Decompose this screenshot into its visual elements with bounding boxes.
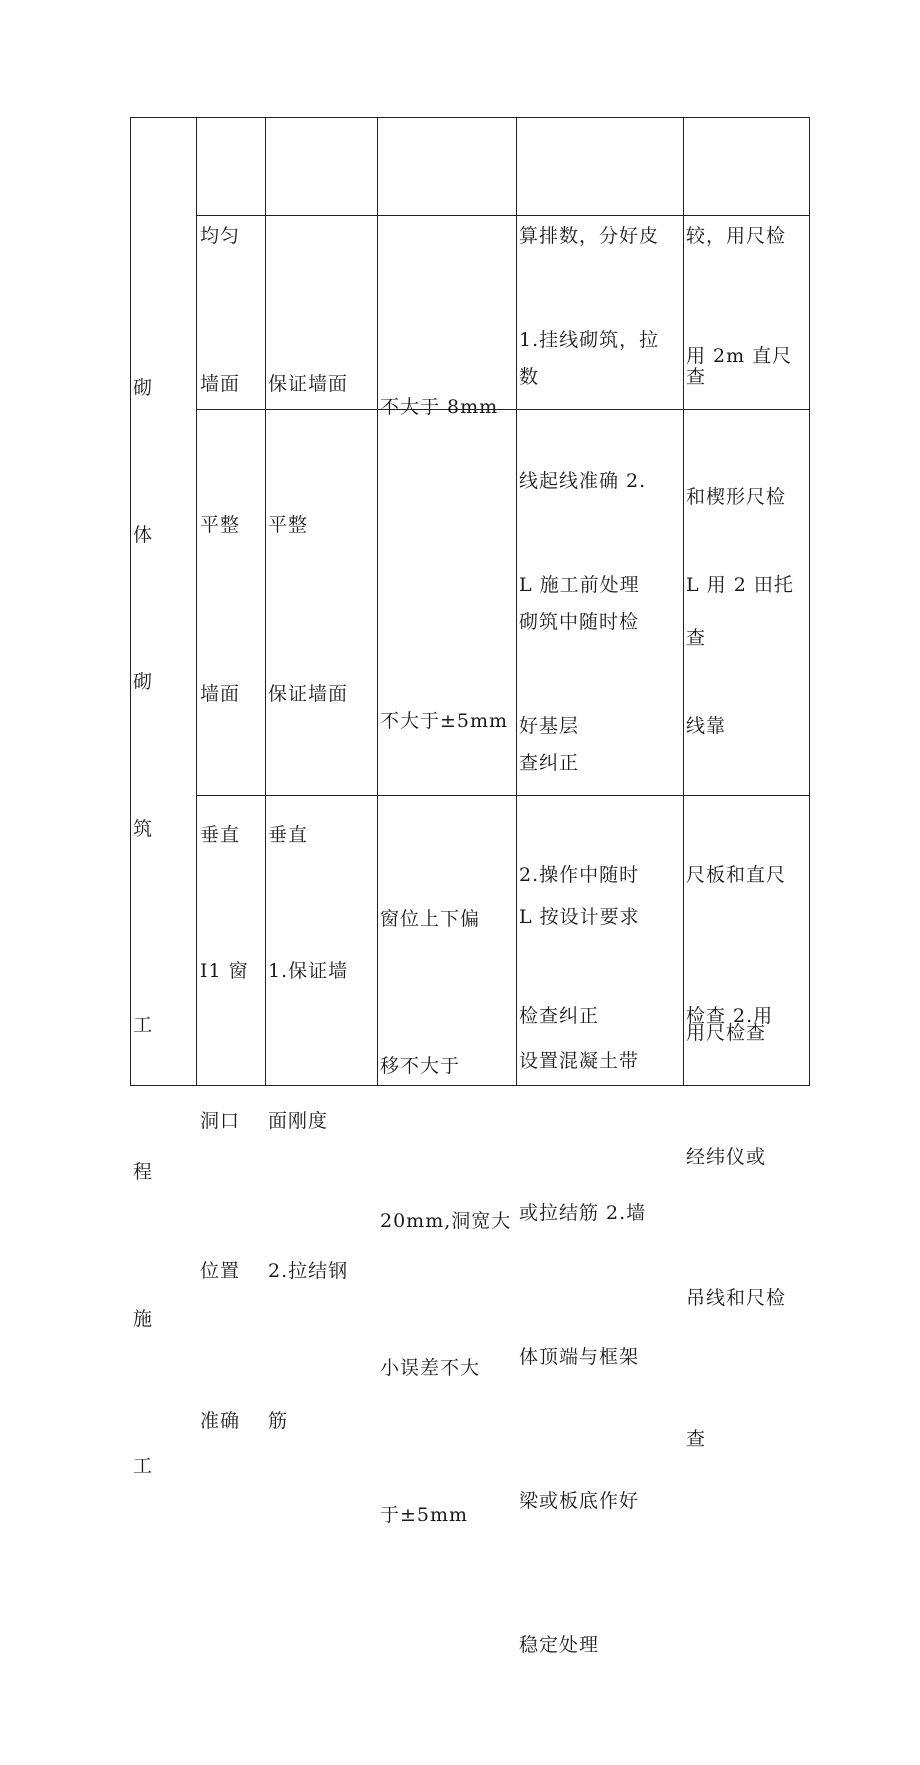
cell-line: 尺板和直尺	[686, 864, 787, 886]
cell-line: 保证墙面	[268, 683, 349, 705]
cell-line: 或拉结筋 2.墙	[519, 1202, 647, 1224]
cell-line: 好基层	[519, 715, 580, 737]
cell-line: 墙面	[200, 373, 241, 395]
cell-line: 1.挂线砌筑，拉	[519, 329, 660, 351]
category-char: 工	[133, 1014, 154, 1036]
cell-line: 1.保证墙	[268, 960, 349, 982]
cell-line: 面刚度	[268, 1110, 329, 1132]
cell-line: 梁或板底作好	[519, 1490, 640, 1512]
cell-line: 算排数，分好皮	[519, 225, 660, 247]
table-border-right	[809, 117, 810, 1086]
cell-line: 垂直	[268, 824, 309, 846]
cell-line: 查	[686, 1428, 707, 1450]
cell-line: 保证墙面	[268, 373, 349, 395]
cell-line: 查纠正	[519, 752, 580, 774]
cell-line: 吊线和尺检	[686, 1287, 787, 1309]
cell-line: 准确	[200, 1410, 241, 1432]
cell-line: 线起线准确 2.	[519, 470, 647, 492]
cell-line: 设置混凝土带	[519, 1050, 640, 1072]
column-divider	[683, 117, 684, 1086]
cell-line: 平整	[200, 514, 241, 536]
cell-line: 不大于 8mm	[380, 396, 499, 418]
cell-line: 墙面	[200, 683, 241, 705]
cell-line: 砌筑中随时检	[519, 611, 640, 633]
cell-line: 用 2m 直尺	[686, 345, 793, 367]
row1-standard	[380, 290, 498, 525]
cell-line: 小误差不大	[380, 1357, 481, 1379]
cell-line: 2.拉结钢	[268, 1260, 349, 1282]
table-border-top	[130, 117, 810, 118]
table-border-left	[130, 117, 131, 1086]
cell-line: 和楔形尺检	[686, 486, 787, 508]
cell-line: 较，用尺检	[686, 225, 787, 247]
cell-line: L 按设计要求	[519, 906, 640, 928]
cell-line: 窗位上下偏	[380, 908, 481, 930]
row3-standard	[380, 797, 511, 1638]
cell-line: 移不大于	[380, 1055, 461, 1077]
cell-line: 垂直	[200, 824, 241, 846]
row3-requirement	[268, 846, 348, 1546]
cell-line: 线靠	[686, 715, 727, 737]
cell-line: 不大于±5mm	[380, 710, 509, 732]
column-divider	[196, 117, 197, 1086]
category-char: 体	[133, 524, 154, 546]
column-divider	[265, 117, 266, 1086]
cell-line: 稳定处理	[519, 1634, 600, 1656]
category-char: 程	[133, 1161, 154, 1183]
category-char: 砌	[133, 671, 154, 693]
cell-line: 洞口	[200, 1110, 241, 1132]
row3-measures	[519, 797, 646, 1765]
cell-line: 查	[686, 366, 707, 388]
cell-line: 均匀	[200, 225, 241, 247]
column-divider	[377, 117, 378, 1086]
column-divider	[516, 117, 517, 1086]
cell-line: 检查 2.用	[686, 1005, 774, 1027]
cell-line: L 施工前处理	[519, 574, 640, 596]
cell-line: 平整	[268, 514, 309, 536]
cell-line: 体顶端与框架	[519, 1346, 640, 1368]
cell-line: 经纬仪或	[686, 1146, 767, 1168]
category-cell	[133, 266, 161, 1589]
cell-line: 检查纠正	[519, 1005, 600, 1027]
cell-line: 数	[519, 366, 540, 388]
row3-item	[200, 846, 249, 1546]
cell-line: 2.操作中随时	[519, 864, 640, 886]
category-char: 筑	[133, 818, 154, 840]
cell-line: I1 窗	[200, 960, 249, 982]
cell-line: 筋	[268, 1410, 289, 1432]
cell-line: 用尺检查	[686, 1022, 767, 1044]
category-char: 工	[133, 1455, 154, 1477]
cell-line: 于±5mm	[380, 1504, 469, 1526]
cell-line: L 用 2 田托	[686, 574, 794, 596]
category-char: 砌	[133, 377, 154, 399]
row3-method	[686, 916, 766, 1151]
cell-line: 位置	[200, 1260, 241, 1282]
cell-line: 20mm,洞宽大	[380, 1210, 512, 1232]
category-char: 施	[133, 1308, 154, 1330]
cell-line: 查	[686, 627, 707, 649]
